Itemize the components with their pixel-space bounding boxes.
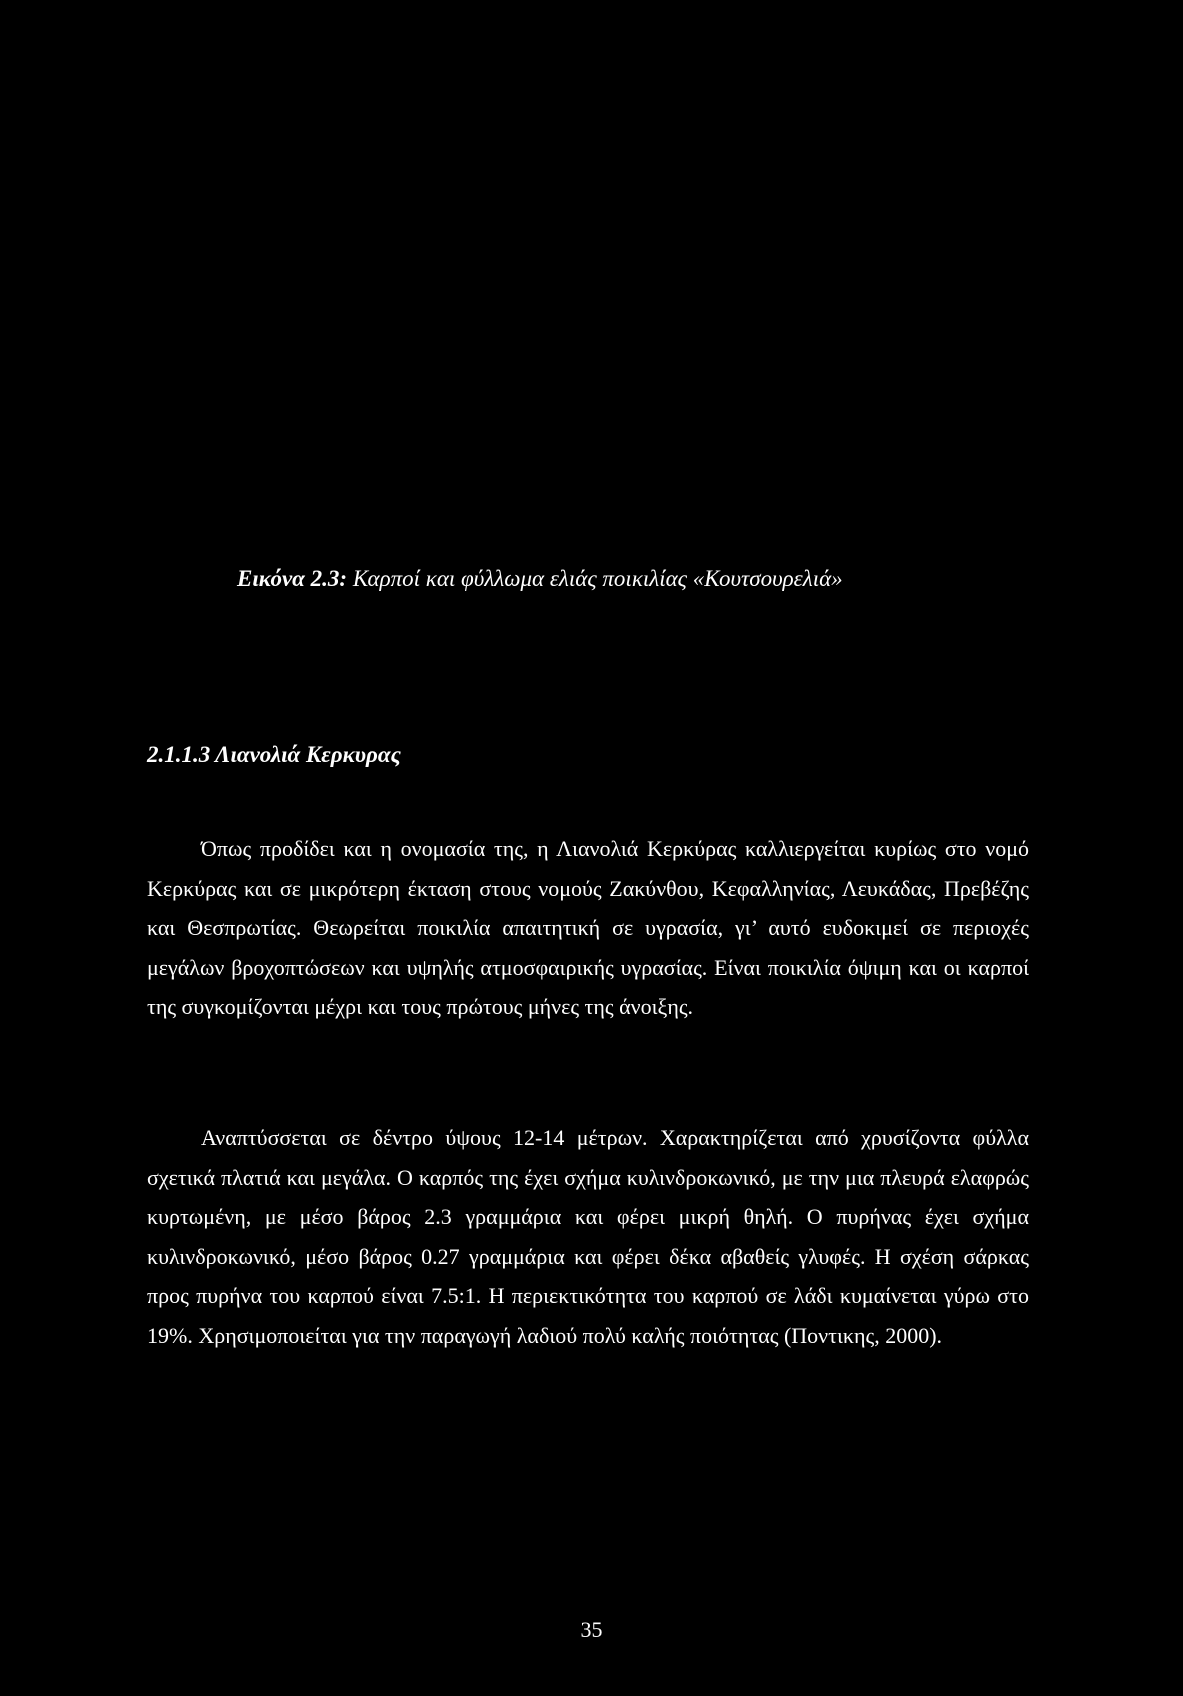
figure-caption-text: Καρποί και φύλλωμα ελιάς ποικιλίας «Κουτσουρελιά»	[347, 566, 843, 591]
figure-caption-label: Εικόνα 2.3:	[237, 566, 348, 591]
body-paragraph-2: Αναπτύσσεται σε δέντρο ύψους 12-14 μέτρων. Χαρακτηρίζεται από χρυσίζοντα φύλλα σχετικά πλατιά και μεγάλα. Ο καρπός της έχει σχήμα κυλινδροκωνικό, με την μια πλευρά ελαφρώς κυρτωμένη, με μέσο βάρος 2.3 γραμμάρια και φέρει μικρή θηλή. Ο πυρήνας έχει σχήμα κυλινδροκωνικό, μέσο βάρος 0.27 γραμμάρια και φέρει δέκα αβαθείς γλυφές. Η σχέση σάρκας προς πυρήνα του καρπού είναι 7.5:1. Η περιεκτικότητα του καρπού σε λάδι κυμαίνεται γύρω στο 19%. Χρησιμοποιείται για την παραγωγή λαδιού πολύ καλής ποιότητας (Ποντικης, 2000).	[147, 1125, 1029, 1348]
page-number: 35	[580, 1617, 603, 1642]
section-heading: 2.1.1.3 Λιανολιά Κερκυρας	[147, 742, 401, 767]
body-paragraph-1: Όπως προδίδει και η ονομασία της, η Λιανολιά Κερκύρας καλλιεργείται κυρίως στο νομό Κερκύρας και σε μικρότερη έκταση στους νομούς Ζακύνθου, Κεφαλληνίας, Λευκάδας, Πρεβέζης και Θεσπρωτίας. Θεωρείται ποικιλία απαιτητική σε υγρασία, γι’ αυτό ευδοκιμεί σε περιοχές μεγάλων βροχοπτώσεων και υψηλής ατμοσφαιρικής υγρασίας. Είναι ποικιλία όψιμη και οι καρποί της συγκομίζονται μέχρι και τους πρώτους μήνες της άνοιξης.	[147, 836, 1029, 1019]
figure-caption	[237, 566, 843, 592]
